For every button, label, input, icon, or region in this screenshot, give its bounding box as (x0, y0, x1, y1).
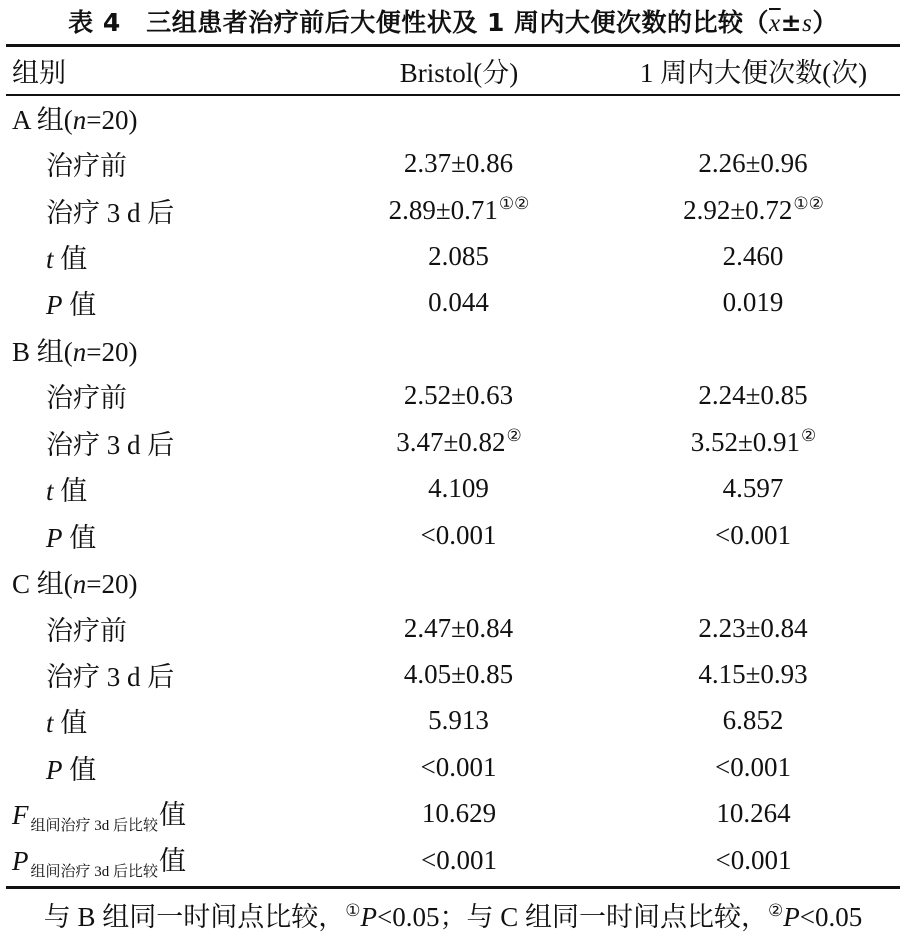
bristol-cell-value: 2.085 (428, 241, 489, 272)
bristol-cell-mark: ①② (498, 193, 530, 213)
row-label (6, 187, 311, 233)
bottom-rule (6, 886, 900, 889)
bristol-cell (311, 140, 607, 186)
group-header-row (6, 558, 900, 604)
footnote-p1-var: P (360, 902, 378, 932)
table-row (6, 698, 900, 744)
bristol-cell (311, 791, 607, 837)
header-group: 组别 (12, 58, 66, 88)
footnote-mark2: ② (768, 901, 784, 920)
footnote-p1-value: <0.05；与 C 组同一时间点比较， (377, 902, 769, 932)
group-label-n: n (72, 336, 87, 367)
table-body (6, 94, 900, 883)
bristol-cell (311, 744, 607, 790)
group-header-row (6, 326, 900, 372)
row-label-text: 值 (62, 754, 97, 785)
row-label (6, 698, 311, 744)
group-label-prefix: A 组( (12, 104, 73, 135)
between-label (6, 837, 311, 883)
row-label-var: P (46, 754, 63, 785)
bristol-cell-value: <0.001 (420, 519, 497, 550)
count-cell-mark: ①② (793, 193, 824, 213)
bristol-cell (311, 187, 607, 233)
header-row (6, 47, 900, 94)
bristol-cell-value: 3.47±0.82 (396, 426, 506, 457)
table-row (6, 187, 900, 233)
count-cell (607, 233, 900, 279)
between-label (6, 791, 311, 837)
row-label-text: 值 (62, 522, 97, 553)
between-group-row (6, 837, 900, 883)
row-label-text: 治疗前 (46, 383, 127, 414)
count-cell (607, 280, 900, 326)
between-group-row (6, 791, 900, 837)
bristol-cell (311, 605, 607, 651)
bristol-cell (311, 837, 607, 883)
row-label (6, 605, 311, 651)
comparison-table (6, 47, 900, 883)
table-row (6, 651, 900, 697)
table-row (6, 419, 900, 465)
title-mean-symbol: $\overline{x}$ (769, 10, 781, 37)
row-label (6, 373, 311, 419)
count-cell-value: <0.001 (715, 751, 791, 782)
footnote (0, 895, 906, 939)
bristol-cell-value: 0.044 (428, 287, 489, 318)
row-label (6, 466, 311, 512)
count-cell (607, 373, 900, 419)
count-cell-value: 10.264 (716, 798, 791, 829)
bristol-cell (311, 280, 607, 326)
bristol-cell-value: 4.05±0.85 (403, 658, 514, 689)
count-cell-value: 2.24±0.85 (698, 380, 808, 411)
count-cell-value: 4.15±0.93 (698, 658, 808, 689)
between-label-suffix: 值 (159, 799, 187, 830)
row-label-text: 值 (53, 244, 88, 275)
row-label-var: t (46, 708, 54, 739)
bristol-cell (311, 233, 607, 279)
count-cell-value: 3.52±0.91 (690, 426, 801, 457)
group-label-n: n (72, 569, 87, 600)
row-label-text: 治疗 3 d 后 (46, 429, 175, 460)
bristol-cell-value: 2.47±0.84 (403, 612, 514, 643)
count-cell (607, 651, 900, 697)
header-count: 1 周内大便次数(次) (639, 58, 868, 88)
row-label-text: 治疗前 (46, 615, 127, 646)
table-title (0, 2, 906, 44)
bristol-cell (311, 373, 607, 419)
title-prefix: 表 4 三组患者治疗前后大便性状及 1 周内大便次数的比较（ (68, 8, 770, 37)
group-header-row (6, 94, 900, 140)
group-label (6, 558, 900, 604)
group-label (6, 94, 900, 140)
table-row (6, 466, 900, 512)
table-row (6, 373, 900, 419)
count-cell (607, 512, 900, 558)
count-cell (607, 744, 900, 790)
count-cell-value: 2.26±0.96 (698, 148, 808, 179)
count-cell-value: 2.92±0.72 (683, 194, 793, 225)
row-label-text: 治疗 3 d 后 (46, 661, 175, 692)
count-cell-value: <0.001 (715, 844, 792, 875)
count-cell-value: <0.001 (715, 519, 791, 550)
group-label-n: n (72, 104, 87, 135)
row-label (6, 744, 311, 790)
row-label-text: 治疗 3 d 后 (46, 197, 175, 228)
row-label (6, 233, 311, 279)
bristol-cell-value: 10.629 (421, 798, 497, 829)
group-label-suffix: =20) (86, 336, 138, 367)
row-label-var: t (46, 244, 54, 275)
bristol-cell-value: <0.001 (420, 751, 497, 782)
bristol-cell (311, 512, 607, 558)
title-suffix: ） (812, 8, 838, 37)
count-cell (607, 605, 900, 651)
row-label-var: P (46, 522, 63, 553)
table-row (6, 744, 900, 790)
footnote-part1: 与 B 组同一时间点比较， (43, 902, 346, 932)
footnote-p2-var: P (783, 902, 800, 932)
count-cell (607, 791, 900, 837)
footnote-mark1: ① (345, 901, 361, 920)
bristol-cell (311, 419, 607, 465)
row-label-var: P (46, 290, 63, 321)
table-row (6, 512, 900, 558)
count-cell-value: 2.460 (722, 241, 784, 272)
table-row (6, 233, 900, 279)
group-label (6, 326, 900, 372)
between-label-subscript: 组间治疗 3d 后比较 (30, 864, 159, 881)
count-cell-value: 0.019 (722, 287, 784, 318)
bristol-cell-value: 4.109 (428, 473, 489, 504)
count-cell (607, 187, 900, 233)
bristol-cell-value: <0.001 (421, 844, 497, 875)
count-cell (607, 698, 900, 744)
count-cell-value: 2.23±0.84 (698, 612, 808, 643)
count-cell-value: 4.597 (722, 473, 784, 504)
bristol-cell-value: 2.37±0.86 (403, 148, 514, 179)
table-row (6, 280, 900, 326)
row-label-text: 值 (53, 708, 88, 739)
row-label (6, 419, 311, 465)
row-label-var: t (46, 476, 54, 507)
header-bristol: Bristol(分) (399, 58, 519, 88)
footnote-p2-value: <0.05 (799, 902, 863, 932)
count-cell (607, 140, 900, 186)
bristol-cell-value: 2.52±0.63 (403, 380, 514, 411)
between-label-var: P (12, 846, 29, 877)
group-label-suffix: =20) (86, 569, 138, 600)
between-label-var: F (12, 799, 29, 830)
group-label-prefix: C 组( (12, 569, 73, 600)
table-row (6, 140, 900, 186)
row-label (6, 140, 311, 186)
table-row (6, 605, 900, 651)
between-label-suffix: 值 (159, 846, 187, 877)
bristol-cell (311, 698, 607, 744)
bristol-cell-value: 2.89±0.71 (388, 194, 498, 225)
count-cell (607, 419, 900, 465)
row-label-text: 值 (62, 290, 97, 321)
count-cell (607, 837, 900, 883)
title-plus-minus: ± (780, 8, 803, 37)
row-label (6, 651, 311, 697)
bristol-cell-value: 5.913 (428, 705, 489, 736)
between-label-subscript: 组间治疗 3d 后比较 (30, 817, 159, 834)
count-cell-value: 6.852 (722, 705, 784, 736)
row-label (6, 280, 311, 326)
group-label-suffix: =20) (86, 104, 138, 135)
count-cell (607, 466, 900, 512)
group-label-prefix: B 组( (12, 336, 73, 367)
bristol-cell (311, 651, 607, 697)
bristol-cell-mark: ② (506, 425, 522, 445)
row-label (6, 512, 311, 558)
count-cell-mark: ② (801, 425, 817, 445)
row-label-text: 值 (53, 476, 88, 507)
row-label-text: 治疗前 (46, 151, 127, 182)
bristol-cell (311, 466, 607, 512)
title-sd-symbol: s (802, 10, 813, 37)
